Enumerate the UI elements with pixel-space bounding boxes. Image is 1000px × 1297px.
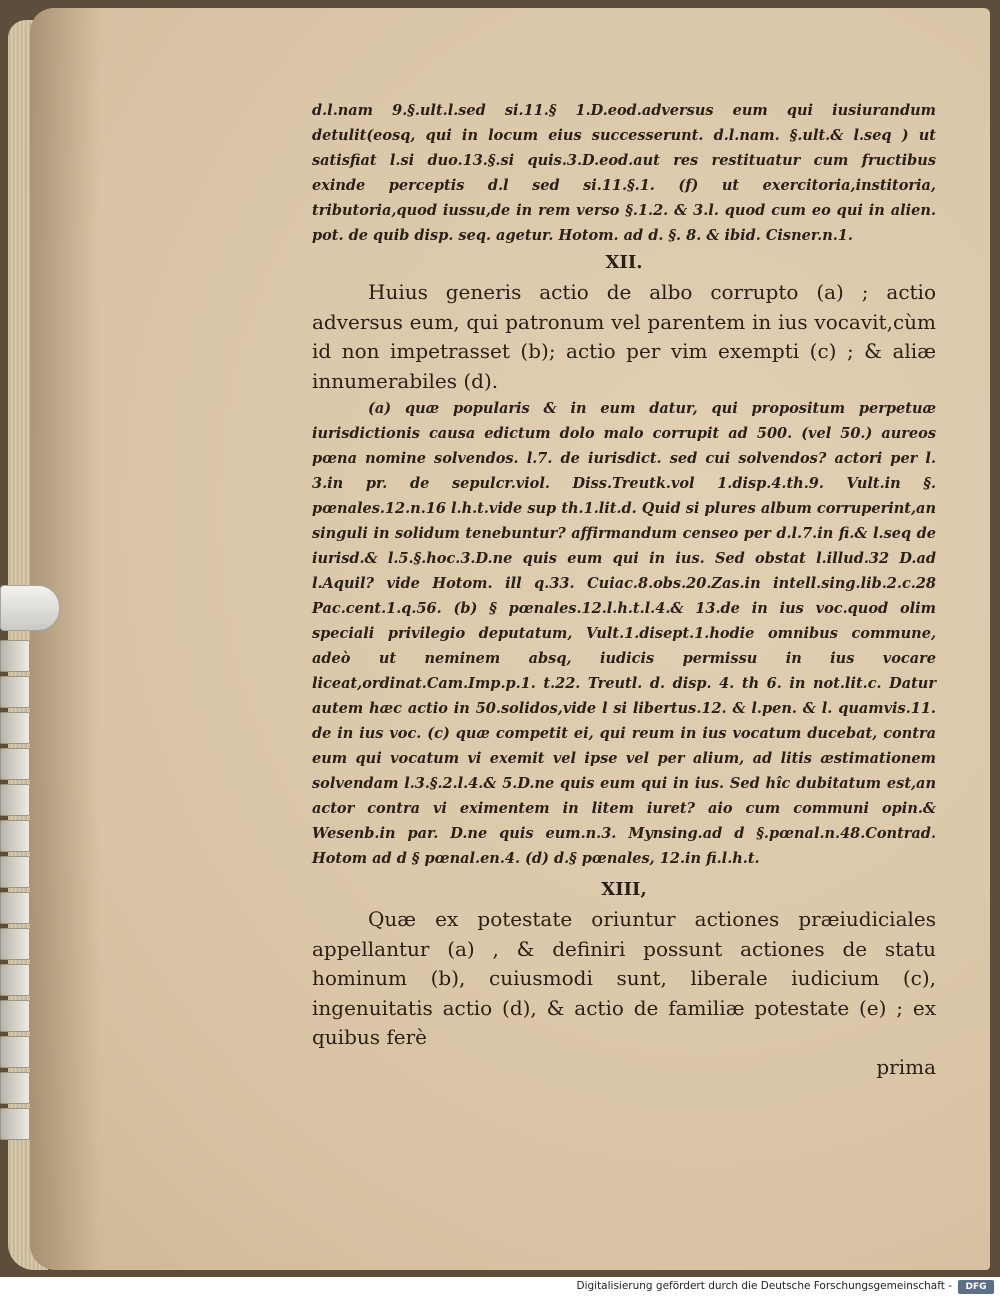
funding-credit: Digitalisierung gefördert durch die Deutsche Forschungsgemeinschaft - — [576, 1280, 952, 1292]
page-tab — [0, 820, 30, 852]
page-tab — [0, 1036, 30, 1068]
page-tab — [0, 748, 30, 780]
page-tab — [0, 1108, 30, 1140]
page-gutter-shadow — [30, 8, 100, 1270]
footnotes-xii: (a) quæ popularis & in eum datur, qui propositum perpetuæ iurisdictionis causa edictum dolo malo corrupit ad 500. (vel 50.) aureos pœna nomine solvendos. l.7. de iurisdict. sed cui solvendos? actori per l. 3.in pr. de sepulcr.viol. Diss.Treutk.vol 1.disp.4.th.9. Vult.in §. pœnales.12.n.16 l.h.t.vide sup th.1.lit.d. Quid si plures album corruperint,an singuli in solidum tenebuntur? affirmandum censeo per d.l.7.in fi.& l.seq de iurisd.& l.5.§.hoc.3.D.ne quis eum qui in ius. Sed obstat l.illud.32 D.ad l.Aquil? vide Hotom. ill q.33. Cuiac.8.obs.20.Zas.in intell.sing.lib.2.c.28 Pac.cent.1.q.56. (b) § pœnales.12.l.h.t.l.4.& 13.de in ius voc.quod olim speciali privilegio deputatum, Vult.1.disept.1.hodie omnibus commune, adeò ut neminem absq, iudicis permissu in ius vocare liceat,ordinat.Cam.Imp.p.1. t.22. Treutl. d. disp. 4. th 6. in not.lit.c. Datur autem hæc actio in 50.solidos,vide l si libertus.12. & l.pen. & l. quamvis.11. de in ius voc. (c) quæ competit ei, qui reum in ius vocatum ducebat, contra eum qui vocatum vi exemit vel ipse vel per alium, ad litis æstimationem solvendam l.3.§.2.l.4.& 5.D.ne quis eum qui in ius. Sed hîc dubitatum est,an actor contra vi eximentem in litem iuret? aio cum communi opin.& Wesenb.in par. D.ne quis eum.n.3. Mynsing.ad d §.pœnal.n.48.Contrad. Hotom ad d § pœnal.en.4. (d) d.§ pœnales, 12.in fi.l.h.t. — [312, 400, 936, 867]
page-tabs — [0, 640, 30, 1140]
page-tab — [0, 856, 30, 888]
paragraph-xii: Huius generis actio de albo corrupto (a) ; actio adversus eum, qui patronum vel parentem in ius vocavit,cùm id non impetrasset (b); actio per vim exempti (c) ; & aliæ innumerabiles (d). — [312, 280, 936, 393]
book-clip — [0, 585, 60, 631]
page-tab — [0, 640, 30, 672]
page-tab — [0, 784, 30, 816]
page-tab — [0, 892, 30, 924]
page-tab — [0, 676, 30, 708]
page-tab — [0, 1072, 30, 1104]
section-heading-xii: XII. — [605, 252, 643, 273]
footer-bar — [0, 1277, 1000, 1297]
page-text-block — [312, 98, 936, 1082]
catchword: prima — [876, 1054, 936, 1079]
page-tab — [0, 1000, 30, 1032]
page-tab — [0, 928, 30, 960]
footnotes-continued: d.l.nam 9.§.ult.l.sed si.11.§ 1.D.eod.adversus eum qui iusiurandum detulit(eosq, qui in locum eius successerunt. d.l.nam. §.ult.& l.seq ) ut satisfiat l.si duo.13.§.si quis.3.D.eod.aut res restituatur cum fructibus exinde perceptis d.l sed si.11.§.1. (f) ut exercitoria,institoria, tributoria,quod iussu,de in rem verso §.1.2. & 3.l. quod cum eo qui in alien. pot. de quib disp. seq. agetur. Hotom. ad d. §. 8. & ibid. Cisner.n.1. — [312, 102, 936, 244]
page-tab — [0, 964, 30, 996]
section-heading-xiii: XIII, — [601, 879, 647, 900]
page-tab — [0, 712, 30, 744]
dfg-logo: DFG — [958, 1280, 994, 1294]
paragraph-xiii: Quæ ex potestate oriuntur actiones præiudiciales appellantur (a) , & definiri possunt actiones de statu hominum (b), cuiusmodi sunt, liberale iudicium (c), ingenuitatis actio (d), & actio de familiæ potestate (e) ; ex quibus ferè — [312, 907, 936, 1049]
